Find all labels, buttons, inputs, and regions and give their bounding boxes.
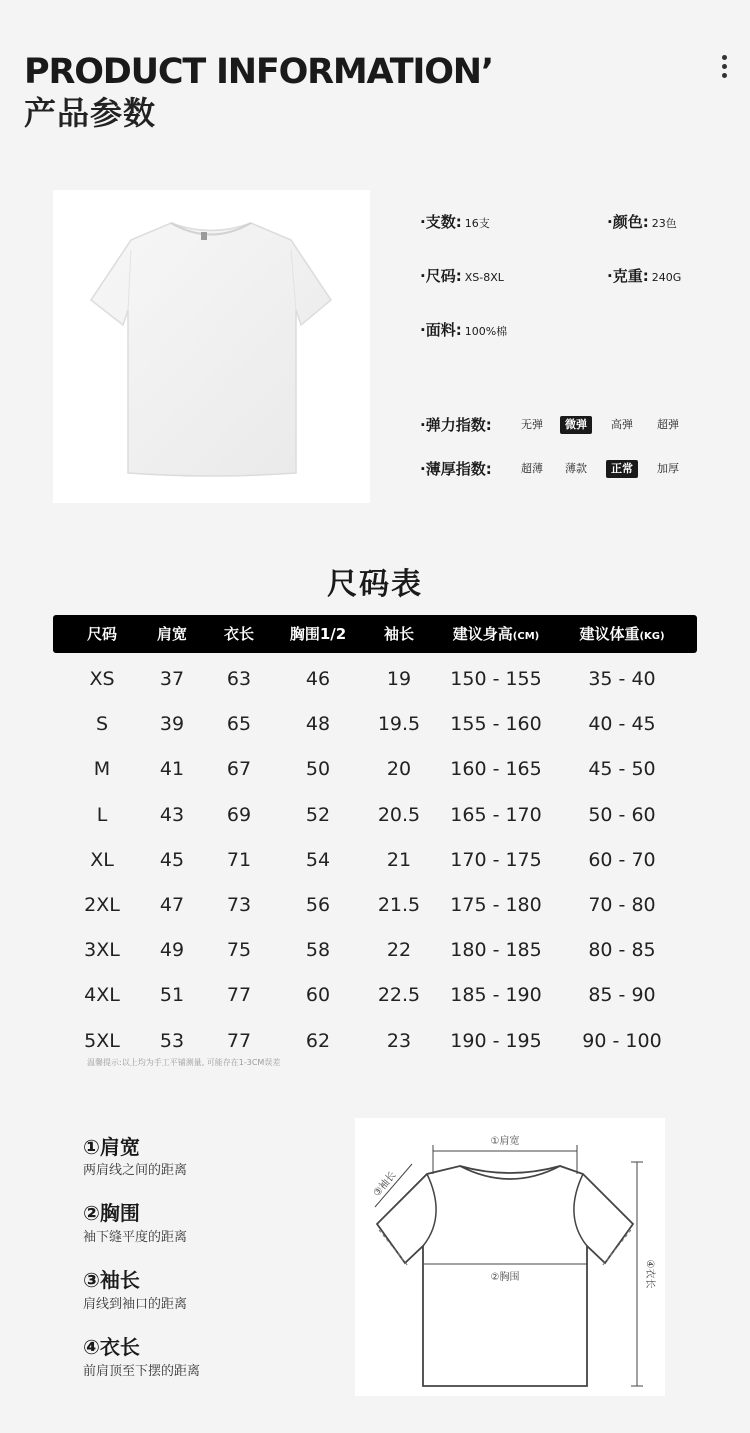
size-table-column-header <box>137 615 207 653</box>
table-cell: 160 - 165 <box>450 758 542 781</box>
table-cell: 175 - 180 <box>450 894 542 916</box>
table-cell: 3XL <box>84 939 120 962</box>
table-cell: 4XL <box>84 984 120 1007</box>
diagram-label-shoulder: ①肩宽 <box>490 1136 520 1147</box>
size-table-column-header <box>273 615 363 653</box>
spec-count: ·支数: 16支 <box>420 213 490 231</box>
tshirt-outline-icon <box>355 1118 665 1396</box>
size-table-column-header <box>557 615 687 653</box>
table-cell: 2XL <box>84 894 120 916</box>
table-cell: 190 - 195 <box>450 1029 542 1052</box>
table-cell: L <box>96 803 108 826</box>
table-cell: 185 - 190 <box>450 984 542 1007</box>
elasticity-option: 无弹 <box>521 418 543 431</box>
table-cell: 165 - 170 <box>450 803 542 826</box>
table-cell: 155 - 160 <box>450 713 542 736</box>
table-cell: 35 - 40 <box>588 668 656 690</box>
column-header-label: 建议体重 <box>579 625 640 643</box>
table-cell: 52 <box>305 803 331 826</box>
table-cell: 56 <box>305 894 331 916</box>
table-cell: 19 <box>386 668 412 690</box>
table-cell: 77 <box>226 984 252 1007</box>
product-image <box>53 190 370 503</box>
column-header-label: 尺码 <box>86 625 117 643</box>
measure-label-chest: ②胸围 <box>83 1201 140 1225</box>
column-header-label: 建议身高 <box>452 625 513 643</box>
size-chart-title: 尺码表 <box>327 567 423 602</box>
table-cell: 63 <box>226 668 252 690</box>
elasticity-option-selected: 微弹 <box>560 416 592 434</box>
table-cell: 50 - 60 <box>588 803 656 826</box>
size-table-column-header <box>359 615 439 653</box>
table-cell: 23 <box>386 1029 412 1052</box>
diagram-label-chest: ②胸围 <box>490 1272 520 1283</box>
page-title-en: PRODUCT INFORMATION’ <box>24 52 493 92</box>
table-cell: 60 <box>305 984 331 1007</box>
table-cell: 80 - 85 <box>588 939 656 962</box>
table-cell: M <box>93 758 111 781</box>
size-table-header <box>53 615 697 653</box>
thickness-option: 加厚 <box>657 462 679 475</box>
table-cell: 45 <box>159 848 185 871</box>
table-cell: 150 - 155 <box>450 668 542 690</box>
size-table-column-header <box>431 615 561 653</box>
table-cell: 60 - 70 <box>588 848 656 871</box>
table-cell: 180 - 185 <box>450 939 542 962</box>
table-cell: 22 <box>386 939 412 962</box>
table-cell: 46 <box>305 668 331 690</box>
table-cell: 19.5 <box>377 713 421 736</box>
table-cell: 58 <box>305 939 331 962</box>
column-header-label: 肩宽 <box>156 625 187 643</box>
measure-label-sleeve: ③袖长 <box>83 1268 140 1292</box>
measure-desc-chest: 袖下缝平度的距离 <box>83 1230 188 1245</box>
size-table-column-header <box>67 615 137 653</box>
measure-desc-sleeve: 肩线到袖口的距离 <box>83 1297 188 1312</box>
table-cell: 73 <box>226 894 252 916</box>
table-cell: 85 - 90 <box>588 984 656 1007</box>
size-table-body <box>53 662 697 1062</box>
table-cell: 51 <box>159 984 185 1007</box>
spec-size: ·尺码: XS-8XL <box>420 267 504 285</box>
measurement-diagram <box>355 1118 665 1396</box>
spec-fabric: ·面料: 100%棉 <box>420 321 508 339</box>
column-header-label: 袖长 <box>383 625 414 643</box>
table-cell: 50 <box>305 758 331 781</box>
table-cell: 45 - 50 <box>588 758 656 781</box>
thickness-option: 超薄 <box>521 462 543 475</box>
elasticity-option: 高弹 <box>611 418 633 431</box>
measure-label-length: ④衣长 <box>83 1335 140 1359</box>
thickness-option-selected: 正常 <box>606 460 638 478</box>
table-cell: XS <box>89 668 115 690</box>
elasticity-scale: ·弹力指数: 无弹 微弹 高弹 超弹 <box>420 414 710 438</box>
size-table-column-header <box>204 615 274 653</box>
measurement-note: 温馨提示:以上均为手工平铺测量, 可能存在1-3CM误差 <box>87 1058 281 1067</box>
table-cell: 65 <box>226 713 252 736</box>
table-cell: 21.5 <box>377 894 421 916</box>
table-cell: 62 <box>305 1029 331 1052</box>
table-cell: 43 <box>159 803 185 826</box>
tshirt-icon <box>53 190 370 503</box>
table-cell: 69 <box>226 803 252 826</box>
table-cell: 70 - 80 <box>588 894 656 916</box>
elasticity-option: 超弹 <box>657 418 679 431</box>
table-cell: 47 <box>159 894 185 916</box>
table-cell: 48 <box>305 713 331 736</box>
table-cell: 41 <box>159 758 185 781</box>
column-header-label: 胸围1/2 <box>289 625 347 643</box>
page-title-cn: 产品参数 <box>24 94 157 132</box>
table-cell: 20 <box>386 758 412 781</box>
table-cell: 54 <box>305 848 331 871</box>
diagram-label-sleeve: ③袖长 <box>371 1169 399 1200</box>
table-cell: 75 <box>226 939 252 962</box>
table-cell: 90 - 100 <box>582 1029 662 1052</box>
table-cell: 20.5 <box>377 803 421 826</box>
measure-desc-shoulder: 两肩线之间的距离 <box>83 1163 188 1178</box>
table-cell: 170 - 175 <box>450 848 542 871</box>
table-cell: 21 <box>386 848 412 871</box>
table-cell: 39 <box>159 713 185 736</box>
table-cell: S <box>95 713 109 736</box>
column-header-unit: (CM) <box>512 631 540 642</box>
spec-color: ·颜色: 23色 <box>607 213 677 231</box>
table-cell: XL <box>90 848 114 871</box>
table-cell: 37 <box>159 668 185 690</box>
table-cell: 67 <box>226 758 252 781</box>
table-cell: 71 <box>226 848 252 871</box>
column-header-unit: (KG) <box>639 631 665 642</box>
table-cell: 22.5 <box>377 984 421 1007</box>
spec-weight: ·克重: 240G <box>607 267 682 285</box>
table-cell: 49 <box>159 939 185 962</box>
more-options-icon[interactable] <box>720 55 728 82</box>
thickness-option: 薄款 <box>565 462 587 475</box>
measure-desc-length: 前肩顶至下摆的距离 <box>83 1364 201 1379</box>
diagram-label-length: ④衣长 <box>644 1259 655 1289</box>
table-cell: 77 <box>226 1029 252 1052</box>
table-cell: 40 - 45 <box>588 713 656 736</box>
thickness-scale: ·薄厚指数: 超薄 薄款 正常 加厚 <box>420 458 710 482</box>
table-cell: 53 <box>159 1029 185 1052</box>
column-header-label: 衣长 <box>223 625 254 643</box>
measure-label-shoulder: ①肩宽 <box>83 1135 140 1159</box>
table-cell: 5XL <box>84 1029 120 1052</box>
